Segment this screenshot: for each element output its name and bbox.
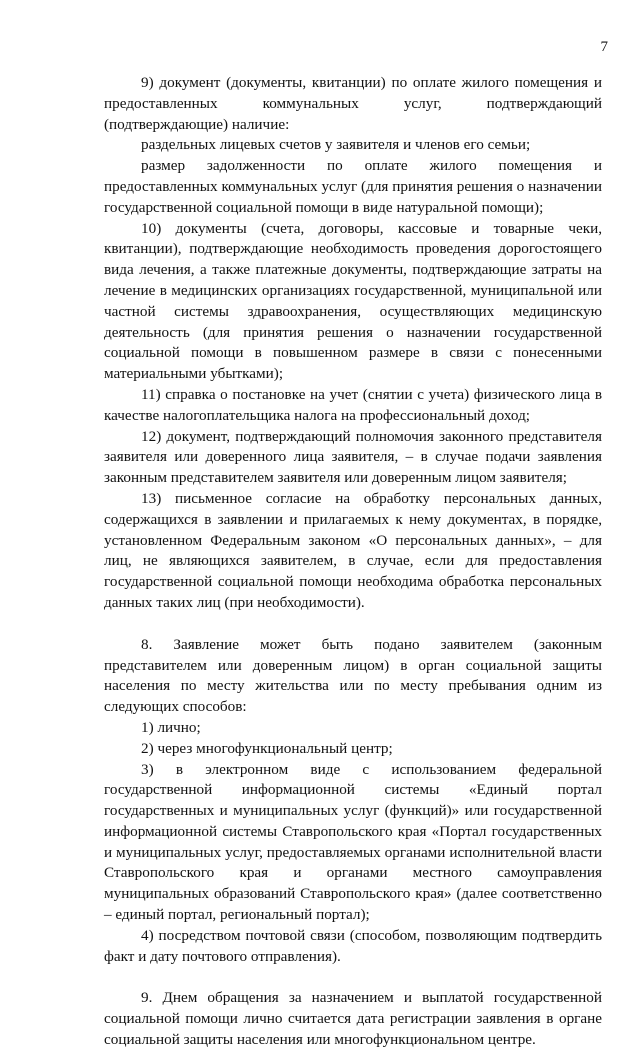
list-item-11: 11) справка о постановке на учет (снятии с учета) физического лица в качестве налогоплательщика налога на профессиональный доход; — [104, 385, 602, 424]
section-8-intro: 8. Заявление может быть подано заявителем (законным представителем или доверенным лицом) в орган социальной защиты населения по месту жительства или по месту пребывания одним из следующих способов: — [104, 635, 602, 716]
paragraph-gap — [104, 967, 602, 988]
list-item-13: 13) письменное согласие на обработку персональных данных, содержащихся в заявлении и прилагаемых к нему документах, в порядке, установленном Федеральным законом «О персональных данных», – для лиц, не являющихся заявителем, в случае, если для предоставления государственной социальной помощи необходима обработка персональных данных таких лиц (при необходимости). — [104, 489, 602, 611]
section-8-item-3: 3) в электронном виде с использованием федеральной государственной информационной системы «Единый портал государственных и муниципальных услуг (функций)» или государственной информационной системы Ставропольского края «Портал государственных и муниципальных услуг, предоставляемых органами исполнительной власти Ставропольского края и органами местного самоуправления муниципальных образований Ставропольского края» (далее соответственно – единый портал, региональный портал); — [104, 760, 602, 924]
document-body — [104, 73, 602, 1051]
section-8-item-4: 4) посредством почтовой связи (способом, позволяющим подтвердить факт и дату почтового отправления). — [104, 926, 602, 965]
list-item-9-sub-accounts: раздельных лицевых счетов у заявителя и членов его семьи; — [141, 136, 531, 154]
list-item-10: 10) документы (счета, договоры, кассовые и товарные чеки, квитанции), подтверждающие необходимость проведения дорогостоящего вида лечения, а также платежные документы, подтверждающие затраты на лечение в медицинских организациях государственной, муниципальной или частной системы здравоохранения, осуществляющих медицинскую деятельность (для принятия решения о назначении государственной социальной помощи в повышенном размере в связи с понесенными материальными убытками); — [104, 219, 602, 383]
list-item-9-sub-debt: размер задолженности по оплате жилого помещения и предоставленных коммунальных услуг (для принятия решения о назначении государственной социальной помощи в виде натуральной помощи); — [104, 157, 602, 216]
paragraph-gap — [104, 614, 602, 635]
section-8-item-1: 1) лично; — [141, 718, 201, 736]
section-8-item-2: 2) через многофункциональный центр; — [141, 739, 393, 757]
list-item-12: 12) документ, подтверждающий полномочия законного представителя заявителя или доверенного лица заявителя, – в случае подачи заявления законным представителем заявителя или доверенным лицом заявителя; — [104, 427, 602, 487]
page-number: 7 — [600, 39, 608, 55]
section-9-text: 9. Днем обращения за назначением и выплатой государственной социальной помощи лично считается дата регистрации заявления в органе социальной защиты населения или многофункциональном центре. — [104, 989, 602, 1049]
list-item-9: 9) документ (документы, квитанции) по оплате жилого помещения и предоставленных коммунальных услуг, подтверждающий (подтверждающие) наличие: — [104, 74, 602, 133]
